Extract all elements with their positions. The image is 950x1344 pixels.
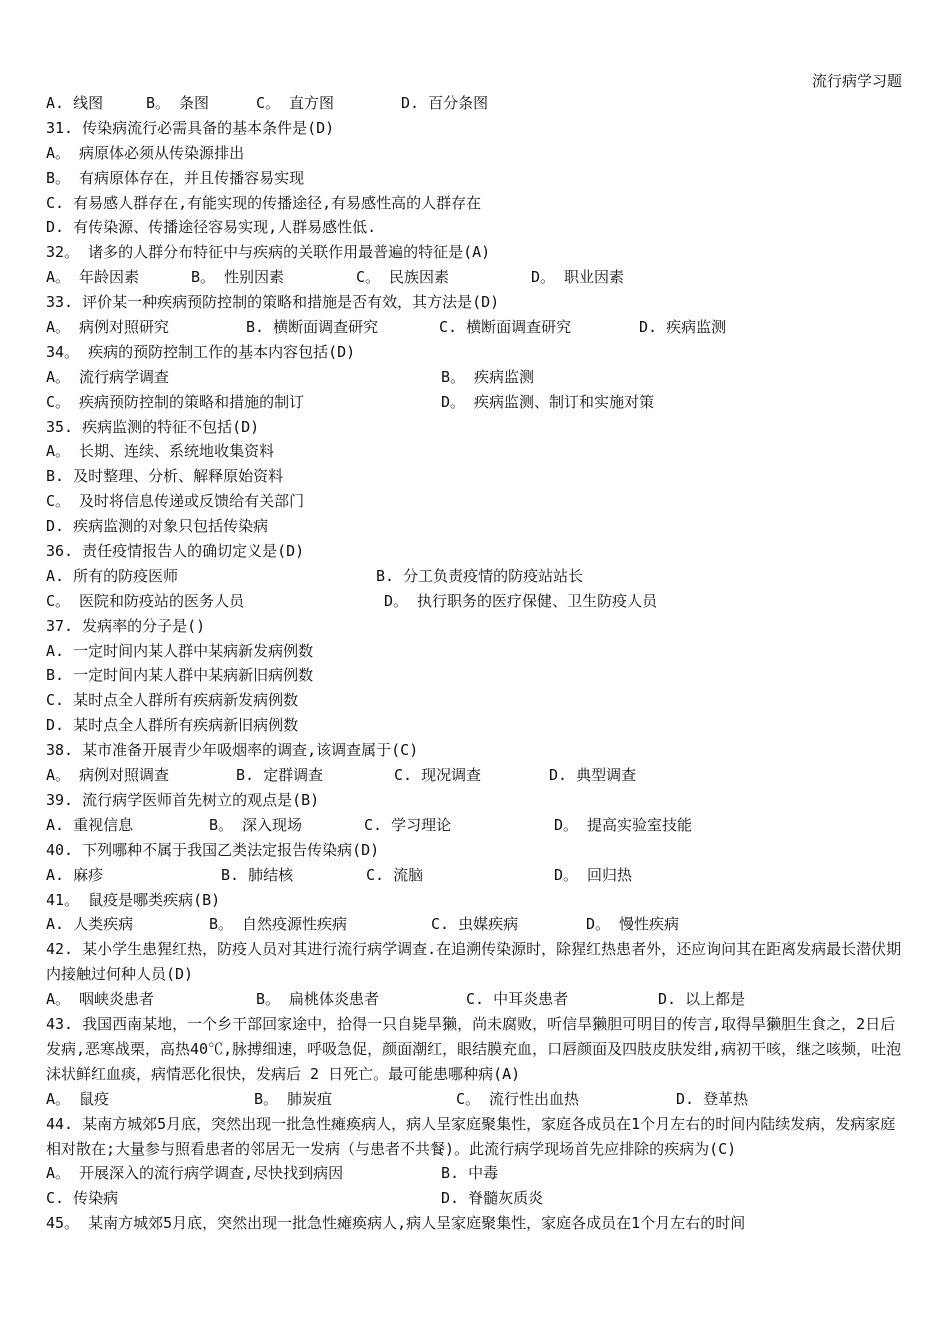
answer-option: A。 鼠疫 [46,1089,110,1108]
answer-option: B。 有病原体存在，并且传播容易实现 [46,168,305,187]
answer-option: D. 某时点全人群所有疾病新旧病例数 [46,716,299,735]
answer-option: A. 线图 [46,94,104,112]
question-stem: 36. 责任疫情报告人的确切定义是(D) [46,542,305,561]
answer-option: B. 中毒 [441,1164,499,1183]
question-stem: 38. 某市准备开展青少年吸烟率的调查,该调查属于(C) [46,741,419,760]
answer-option: D. 脊髓灰质炎 [441,1189,544,1208]
answer-option: C. 横断面调查研究 [439,318,572,337]
answer-option: B. 一定时间内某人群中某病新旧病例数 [46,666,314,685]
answer-option: D. 以上都是 [658,990,746,1009]
document-body [46,91,908,1236]
options-row [46,589,908,614]
question-stem: 42. 某小学生患猩红热，防疫人员对其进行流行病学调查.在追溯传染源时，除猩红热患者外，还应询问其在距离发病最长潜伏期内接触过何种人员(D) [46,940,902,984]
answer-option: C. 传染病 [46,1189,119,1208]
options-row [46,863,908,888]
answer-option: D。 慢性疾病 [586,915,680,934]
options-row [46,1087,908,1112]
question-stem: 44. 某南方城郊5月底，突然出现一批急性瘫痪病人，病人呈家庭聚集性，家庭各成员在1个月左右的时间内陆续发病，发病家庭相对散在;大量参与照看患者的邻居无一发病（与患者不共餐)。此流行病学现场首先应排除的疾病为(C) [46,1114,896,1158]
answer-option: C。 医院和防疫站的医务人员 [46,591,245,610]
question-stem: 35. 疾病监测的特征不包括(D) [46,417,260,436]
answer-option: A. 一定时间内某人群中某病新发病例数 [46,641,314,660]
options-row [46,1161,908,1186]
answer-option: C. 流脑 [366,865,424,884]
question-stem: 39. 流行病学医师首先树立的观点是(B) [46,790,320,809]
answer-option: B。 深入现场 [209,815,303,834]
question-stem: 43. 我国西南某地，一个乡干部回家途中，拾得一只自毙旱獭，尚未腐败，听信旱獭胆可明目的传言,取得旱獭胆生食之，2日后发病,恶寒战栗，高热40℃,脉搏细速，呼吸急促，颜面潮红，眼结膜充血，口唇颜面及四肢皮肤发绀,病初干咳，继之咳频，吐泡沫状鲜红血痰，病情恶化很快，发病后 2 日死亡。最可能患哪种病(A) [46,1014,902,1083]
answer-option: A。 病原体必须从传染源排出 [46,143,245,162]
question-stem: 33. 评价某一种疾病预防控制的策略和措施是否有效，其方法是(D) [46,293,500,312]
answer-option: B。 肺炭疽 [254,1089,333,1108]
options-row [46,265,908,290]
answer-option: B. 及时整理、分析、解释原始资料 [46,467,284,486]
answer-option: A。 咽峡炎患者 [46,990,155,1009]
answer-option: D. 典型调查 [549,766,637,785]
question-stem: 40. 下列哪种不属于我国乙类法定报告传染病(D) [46,840,380,859]
answer-option: A。 开展深入的流行病学调查,尽快找到病因 [46,1164,344,1183]
answer-option: D. 有传染源、传播途径容易实现,人群易感性低. [46,218,377,237]
answer-option: D. 疾病监测的对象只包括传染病 [46,517,269,536]
answer-option: C. 中耳炎患者 [466,990,569,1009]
answer-option: C. 某时点全人群所有疾病新发病例数 [46,691,299,710]
answer-option: B. 肺结核 [221,865,294,884]
options-row [46,390,908,415]
options-row [46,1186,908,1211]
page-header: 流行病学习题 [811,72,902,90]
question-stem: 41。 鼠疫是哪类疾病(B) [46,890,221,909]
answer-option: C. 学习理论 [364,815,452,834]
options-row [46,813,908,838]
answer-option: B。 条图 [146,94,210,112]
answer-option: D。 回归热 [554,865,633,884]
answer-option: D. 疾病监测 [639,318,727,337]
options-row [46,987,908,1012]
answer-option: A。 病例对照研究 [46,318,170,337]
options-row [46,763,908,788]
answer-option: B. 横断面调查研究 [246,318,379,337]
answer-option: A. 人类疾病 [46,915,134,934]
answer-option: C。 流行性出血热 [456,1089,580,1108]
question-stem: 31. 传染病流行必需具备的基本条件是(D) [46,118,335,137]
answer-option: A。 年龄因素 [46,268,140,287]
answer-option: D。 提高实验室技能 [554,815,693,834]
answer-option: C。 直方图 [256,94,335,112]
options-row [46,91,908,116]
answer-option: D。 执行职务的医疗保健、卫生防疫人员 [384,591,658,610]
answer-option: C. 有易感人群存在,有能实现的传播途径,有易感性高的人群存在 [46,193,482,212]
question-stem: 32。 诸多的人群分布特征中与疾病的关联作用最普遍的特征是(A) [46,243,491,262]
answer-option: A。 流行病学调查 [46,367,170,386]
answer-option: C. 现况调查 [394,766,482,785]
options-row [46,564,908,589]
answer-option: D。 职业因素 [531,268,625,287]
question-stem: 45。 某南方城郊5月底，突然出现一批急性瘫痪病人,病人呈家庭聚集性，家庭各成员在1个月左右的时间 [46,1214,746,1233]
question-stem: 34。 疾病的预防控制工作的基本内容包括(D) [46,342,356,361]
answer-option: A. 麻疹 [46,865,104,884]
answer-option: A. 所有的防疫医师 [46,566,179,585]
answer-option: D. 百分条图 [401,94,489,112]
answer-option: B。 自然疫源性疾病 [209,915,348,934]
options-row [46,315,908,340]
answer-option: C. 虫媒疾病 [431,915,519,934]
answer-option: B。 性别因素 [191,268,285,287]
answer-option: B。 扁桃体炎患者 [256,990,380,1009]
answer-option: C。 及时将信息传递或反馈给有关部门 [46,492,305,511]
answer-option: D。 疾病监测、制订和实施对策 [441,392,655,411]
answer-option: B。 疾病监测 [441,367,535,386]
question-stem: 37. 发病率的分子是() [46,616,206,635]
answer-option: C。 民族因素 [356,268,450,287]
answer-option: A。 病例对照调查 [46,766,170,785]
answer-option: B. 分工负责疫情的防疫站站长 [376,566,584,585]
options-row [46,365,908,390]
answer-option: A. 重视信息 [46,815,134,834]
options-row [46,912,908,937]
answer-option: C。 疾病预防控制的策略和措施的制订 [46,392,305,411]
answer-option: A。 长期、连续、系统地收集资料 [46,442,275,461]
answer-option: B. 定群调查 [236,766,324,785]
answer-option: D. 登革热 [676,1089,749,1108]
